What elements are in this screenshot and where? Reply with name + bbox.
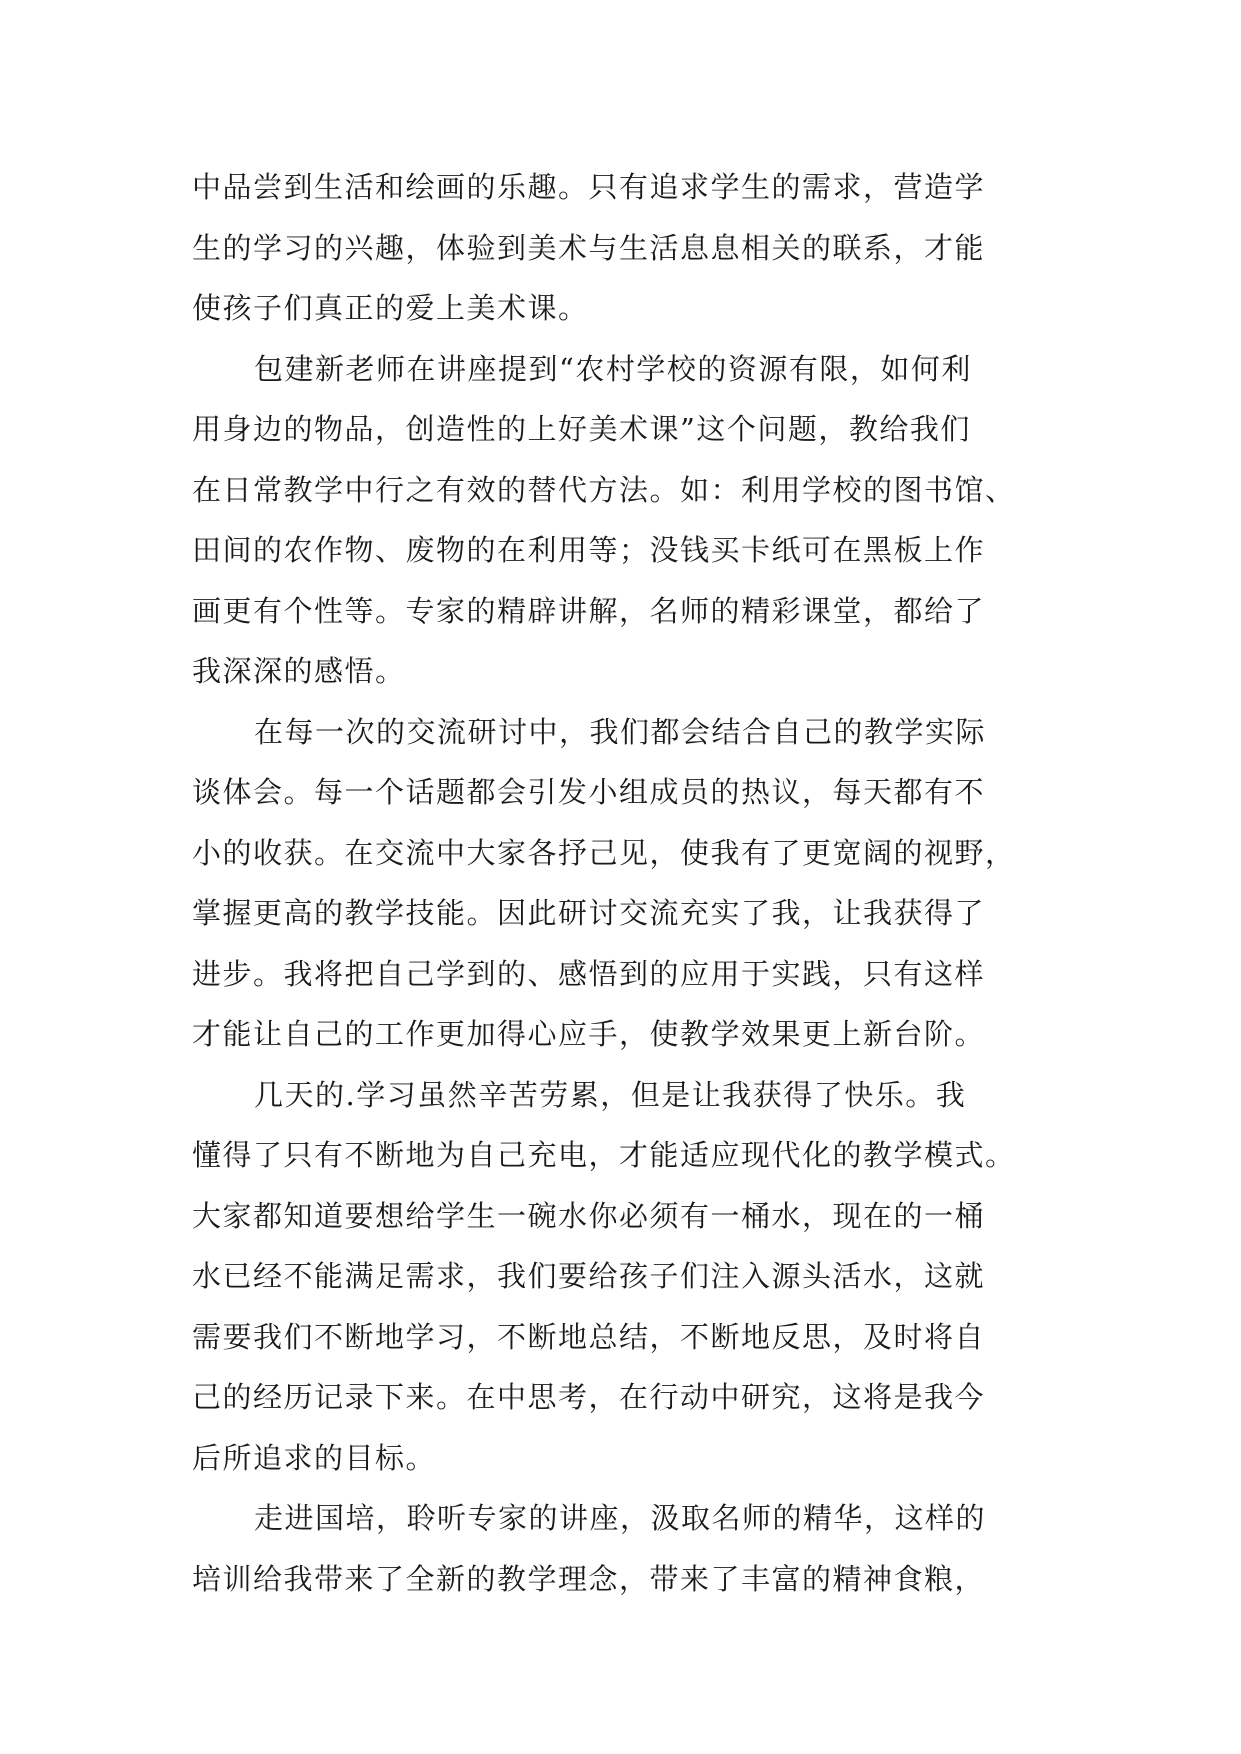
text-line: 走进国培，聆听专家的讲座，汲取名师的精华，这样的: [254, 1501, 987, 1535]
text-line: 才能让自己的工作更加得心应手，使教学效果更上新台阶。: [192, 1017, 986, 1051]
paragraph-4: [192, 1065, 1062, 1489]
text-line: 小的收获。在交流中大家各抒己见，使我有了更宽阔的视野，: [192, 835, 1016, 870]
text-line: 几天的.学习虽然辛苦劳累，但是让我获得了快乐。我: [254, 1077, 967, 1112]
document-body: [192, 157, 1062, 1609]
text-line: 在日常教学中行之有效的替代方法。如：利用学校的图书馆、: [192, 472, 1016, 507]
text-line: 掌握更高的教学技能。因此研讨交流充实了我，让我获得了: [192, 896, 986, 930]
text-line: 在每一次的交流研讨中，我们都会结合自己的教学实际: [254, 714, 987, 749]
text-line: 水已经不能满足需求，我们要给孩子们注入源头活水，这就: [192, 1259, 986, 1293]
text-line: 培训给我带来了全新的教学理念，带来了丰富的精神食粮，: [192, 1561, 986, 1596]
text-line: 包建新老师在讲座提到“农村学校的资源有限，如何利: [254, 351, 972, 386]
text-line: 画更有个性等。专家的精辟讲解，名师的精彩课堂，都给了: [192, 593, 986, 628]
paragraph-2: [192, 339, 1062, 702]
paragraph-3: [192, 702, 1062, 1065]
text-line: 后所追求的目标。: [192, 1440, 437, 1475]
text-line: 懂得了只有不断地为自己充电，才能适应现代化的教学模式。: [192, 1138, 1016, 1172]
text-line: 田间的农作物、废物的在利用等；没钱买卡纸可在黑板上作: [192, 533, 986, 567]
text-line: 中品尝到生活和绘画的乐趣。只有追求学生的需求，营造学: [192, 170, 986, 204]
text-line: 用身边的物品，创造性的上好美术课”这个问题，教给我们: [192, 412, 971, 446]
text-line: 进步。我将把自己学到的、感悟到的应用于实践，只有这样: [192, 956, 986, 991]
paragraph-5: [192, 1488, 1062, 1609]
text-line: 谈体会。每一个话题都会引发小组成员的热议，每天都有不: [192, 775, 986, 809]
text-line: 大家都知道要想给学生一碗水你必须有一桶水，现在的一桶: [192, 1198, 986, 1233]
text-line: 己的经历记录下来。在中思考，在行动中研究，这将是我今: [192, 1380, 986, 1414]
text-line: 需要我们不断地学习，不断地总结，不断地反思，及时将自: [192, 1319, 986, 1354]
paragraph-1: [192, 157, 1062, 339]
text-line: 使孩子们真正的爱上美术课。: [192, 291, 589, 325]
text-line: 生的学习的兴趣，体验到美术与生活息息相关的联系，才能: [192, 230, 986, 265]
text-line: 我深深的感悟。: [192, 654, 406, 688]
